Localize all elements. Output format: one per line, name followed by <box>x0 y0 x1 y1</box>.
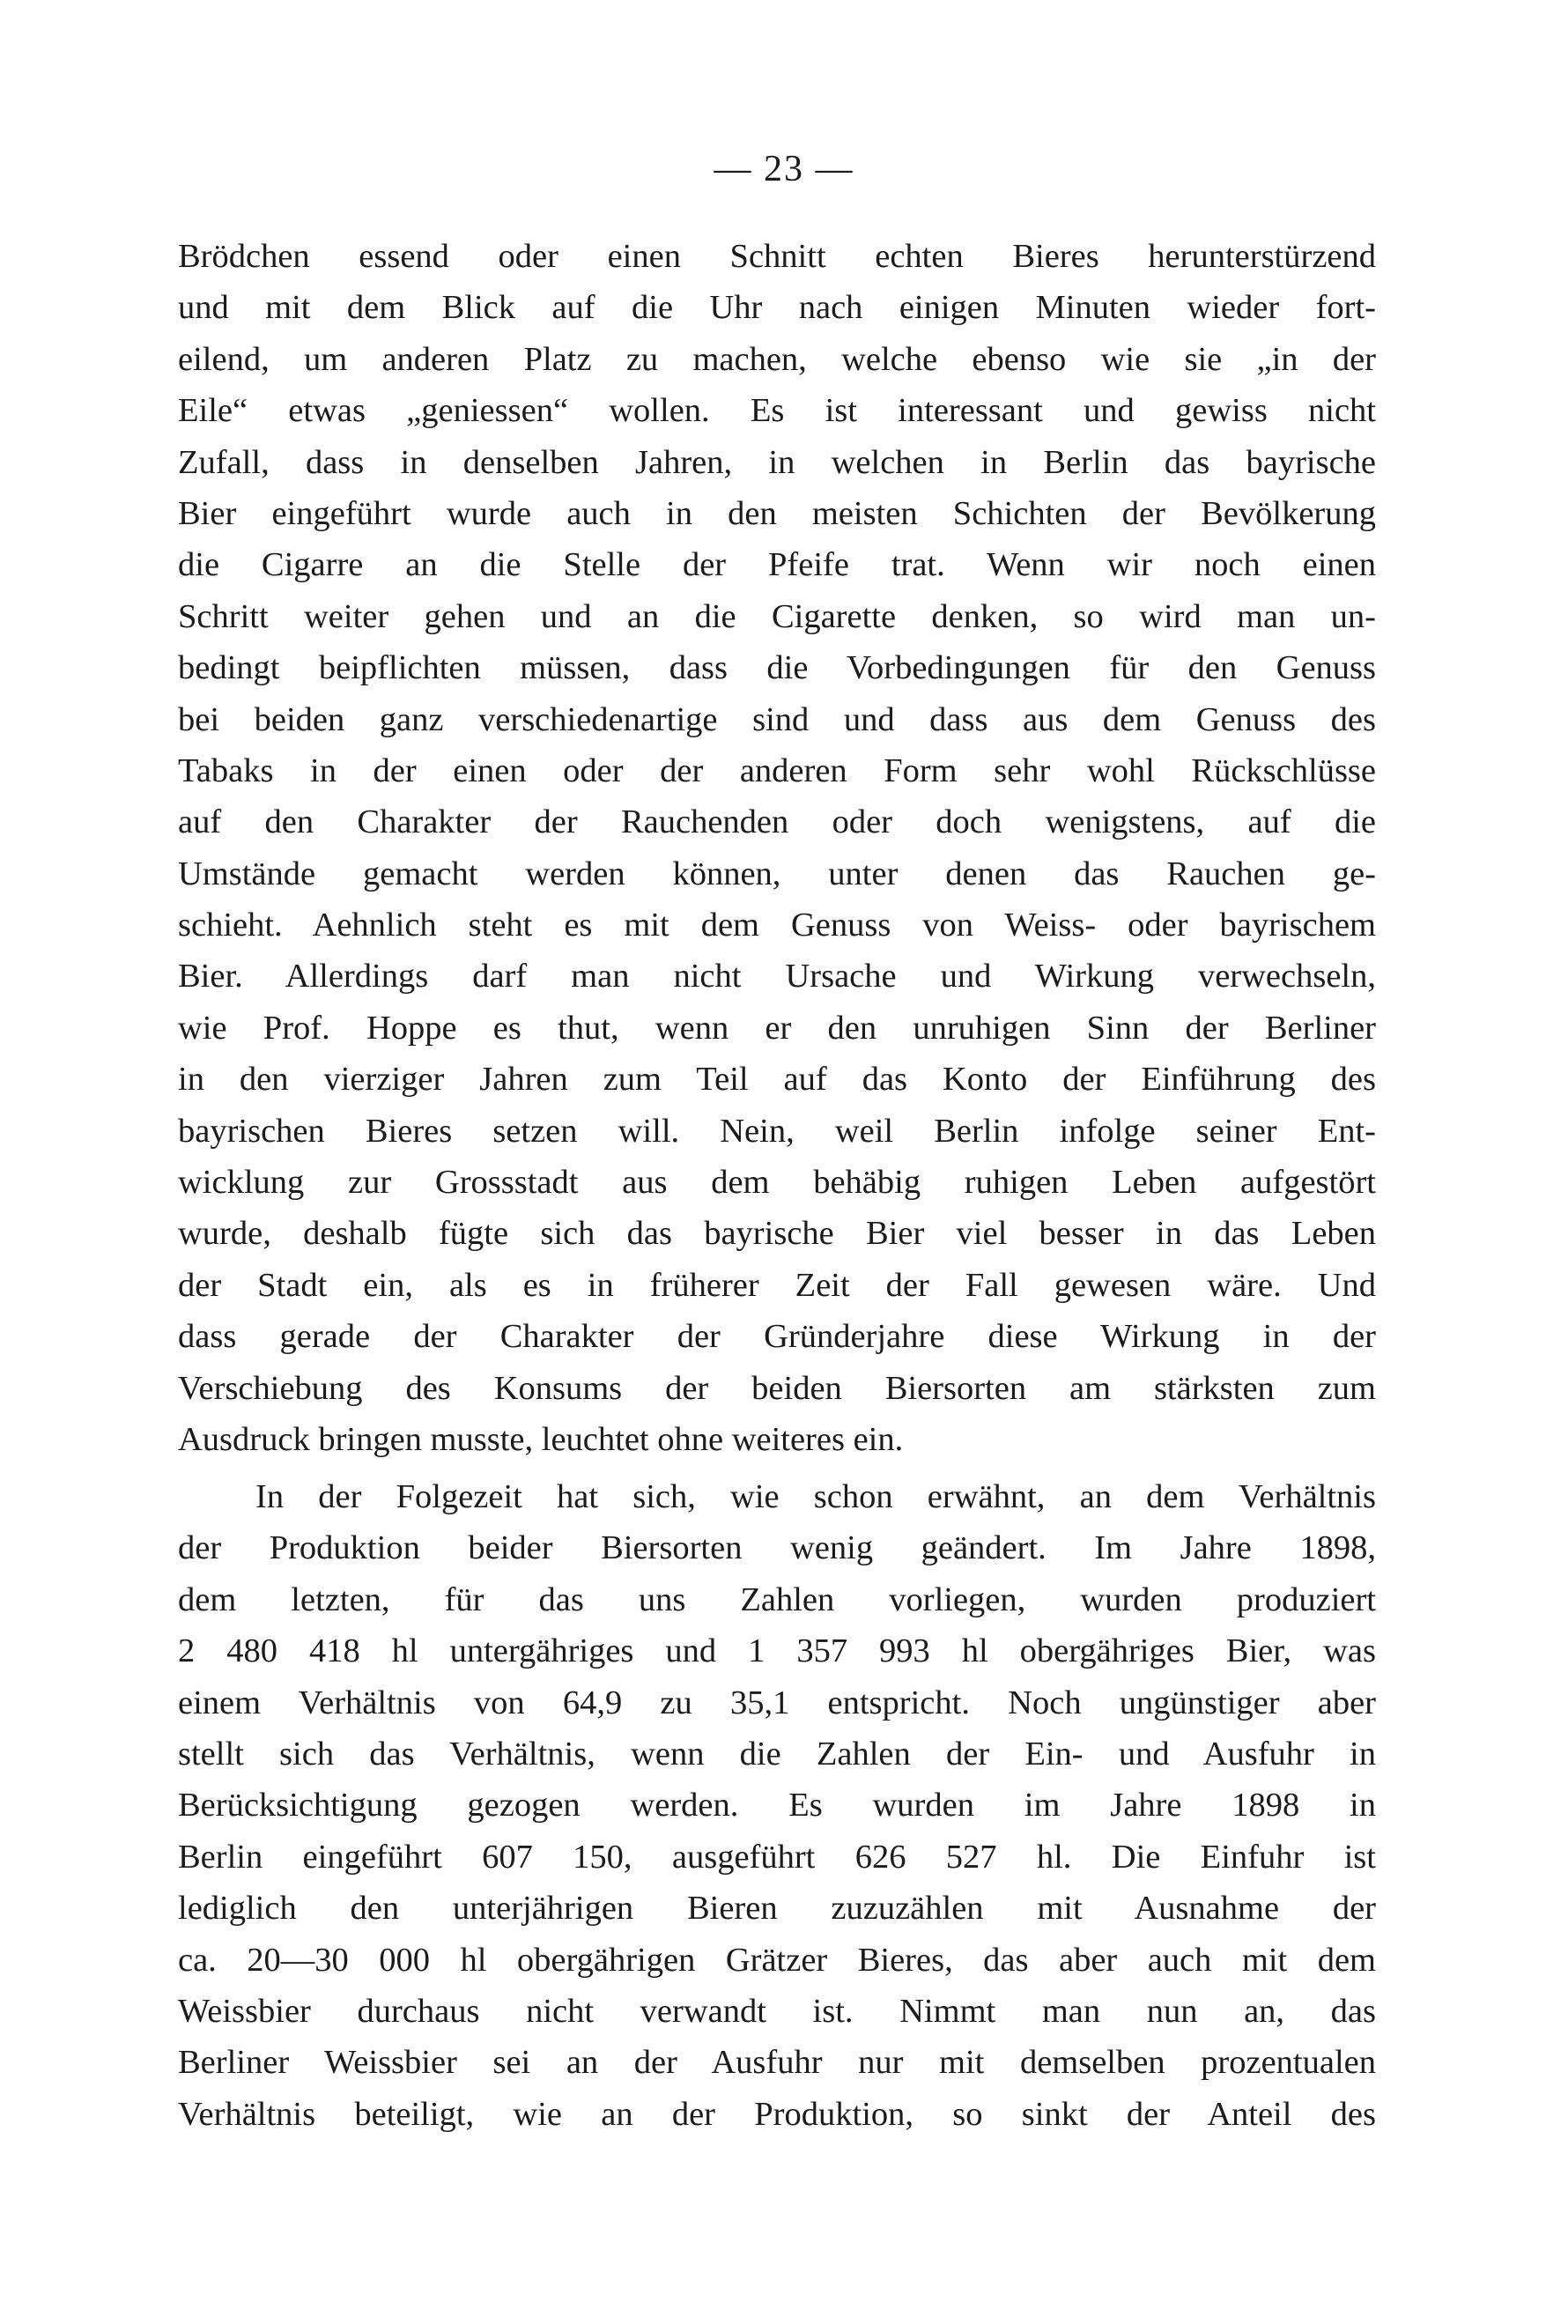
text-line: Schritt weiter gehen und an die Cigarette denken, so wird man un- <box>178 597 1376 635</box>
text-line: in den vierziger Jahren zum Teil auf das Konto der Einführung des <box>178 1061 1376 1099</box>
text-line: ca. 20—30 000 hl obergährigen Grätzer Bieres, das aber auch mit dem <box>178 1941 1376 1979</box>
text-line: Verhältnis beteiligt, wie an der Produktion, so sinkt der Anteil des <box>178 2095 1376 2133</box>
text-line: bayrischen Bieres setzen will. Nein, weil Berlin infolge seiner Ent- <box>178 1112 1376 1150</box>
text-line: wurde, deshalb fügte sich das bayrische Bier viel besser in das Leben <box>178 1215 1376 1253</box>
text-line: stellt sich das Verhältnis, wenn die Zahlen der Ein- und Ausfuhr in <box>178 1735 1376 1773</box>
text-line: und mit dem Blick auf die Uhr nach einigen Minuten wieder fort- <box>178 289 1376 327</box>
text-line: der Stadt ein, als es in früherer Zeit der Fall gewesen wäre. Und <box>178 1266 1376 1304</box>
text-line: Ausdruck bringen musste, leuchtet ohne weiteres ein. <box>178 1420 904 1458</box>
text-line: auf den Charakter der Rauchenden oder doch wenigstens, auf die <box>178 803 1376 841</box>
text-line: lediglich den unterjährigen Bieren zuzuzählen mit Ausnahme der <box>178 1890 1376 1928</box>
text-line: Verschiebung des Konsums der beiden Biersorten am stärksten zum <box>178 1369 1376 1407</box>
text-line: dass gerade der Charakter der Gründerjahre diese Wirkung in der <box>178 1318 1376 1356</box>
paragraph-1 <box>178 231 1376 1465</box>
text-line: In der Folgezeit hat sich, wie schon erwähnt, an dem Verhältnis <box>255 1478 1376 1515</box>
text-line: Bier eingeführt wurde auch in den meisten Schichten der Bevölkerung <box>178 494 1376 532</box>
text-line: bedingt beipflichten müssen, dass die Vorbedingungen für den Genuss <box>178 649 1376 687</box>
text-line: einem Verhältnis von 64,9 zu 35,1 entspricht. Noch ungünstiger aber <box>178 1684 1376 1721</box>
text-line: schieht. Aehnlich steht es mit dem Genuss von Weiss- oder bayrischem <box>178 907 1376 944</box>
text-line: Berücksichtigung gezogen werden. Es wurden im Jahre 1898 in <box>178 1787 1376 1824</box>
text-line: Bier. Allerdings darf man nicht Ursache und Wirkung verwechseln, <box>178 958 1376 995</box>
text-line: Brödchen essend oder einen Schnitt echten Bieres herunterstürzend <box>178 238 1376 275</box>
text-line: 2 480 418 hl untergähriges und 1 357 993 hl obergähriges Bier, was <box>178 1632 1376 1670</box>
text-line: Berlin eingeführt 607 150, ausgeführt 626 527 hl. Die Einfuhr ist <box>178 1838 1376 1876</box>
text-line: Zufall, dass in denselben Jahren, in welchen in Berlin das bayrische <box>178 443 1376 481</box>
text-line: dem letzten, für das uns Zahlen vorliegen, wurden produziert <box>178 1580 1376 1618</box>
text-line: die Cigarre an die Stelle der Pfeife trat. Wenn wir noch einen <box>178 546 1376 584</box>
text-line: wie Prof. Hoppe es thut, wenn er den unruhigen Sinn der Berliner <box>178 1009 1376 1047</box>
text-line: Eile“ etwas „geniessen“ wollen. Es ist interessant und gewiss nicht <box>178 392 1376 430</box>
text-line: Weissbier durchaus nicht verwandt ist. Nimmt man nun an, das <box>178 1992 1376 2030</box>
text-line: eilend, um anderen Platz zu machen, welche ebenso wie sie „in der <box>178 340 1376 378</box>
text-line: Berliner Weissbier sei an der Ausfuhr nur mit demselben prozentualen <box>178 2044 1376 2082</box>
text-line: bei beiden ganz verschiedenartige sind und dass aus dem Genuss des <box>178 700 1376 738</box>
text-line: Tabaks in der einen oder der anderen Form sehr wohl Rückschlüsse <box>178 751 1376 789</box>
text-line: wicklung zur Grossstadt aus dem behäbig ruhigen Leben aufgestört <box>178 1164 1376 1202</box>
text-line: Umstände gemacht werden können, unter denen das Rauchen ge- <box>178 855 1376 892</box>
page-number: — 23 — <box>714 149 854 189</box>
text-line: der Produktion beider Biersorten wenig geändert. Im Jahre 1898, <box>178 1529 1376 1567</box>
paragraph-2 <box>178 1471 1376 2140</box>
